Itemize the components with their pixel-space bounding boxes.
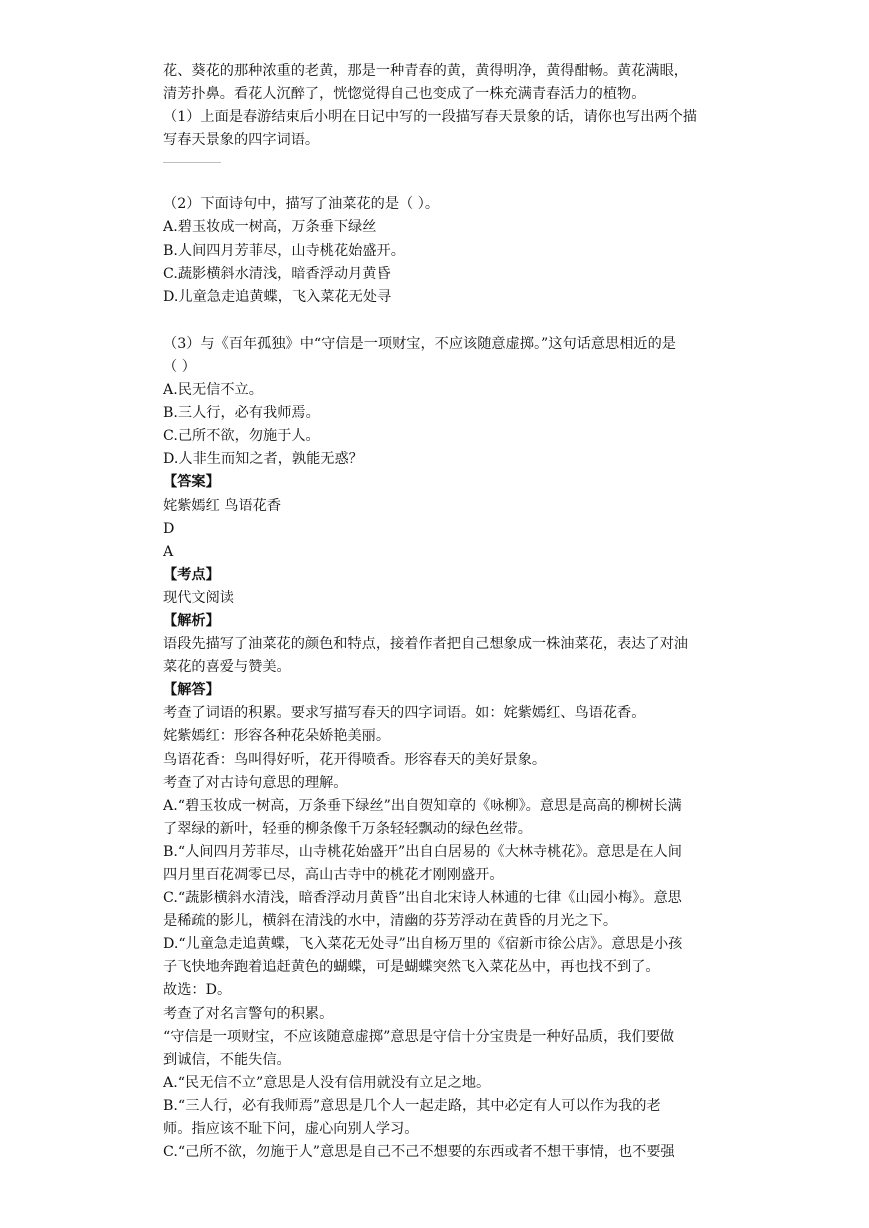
- kaodian-section: [163, 564, 743, 610]
- jieda-line: B.“三人行，必有我师焉”意思是几个人一起走路，其中必定有人可以作为我的老: [163, 1097, 661, 1114]
- option-c: C.蔬影横斜水清浅，暗香浮动月黄昏: [163, 265, 391, 282]
- jiexi-line: 语段先描写了油菜花的颜色和特点，接着作者把自己想象成一株油菜花，表达了对油: [163, 636, 688, 653]
- jieda-section: [163, 679, 743, 1164]
- question-2-stem: （2）下面诗句中，描写了油菜花的是（ ）。: [163, 196, 440, 213]
- jieda-heading: 【解答】: [163, 682, 220, 699]
- jieda-line: 是稀疏的影儿，横斜在清浅的水中，清幽的芬芳浮动在黄昏的月光之下。: [163, 913, 618, 930]
- jieda-line: 了翠绿的新叶，轻垂的柳条像千万条轻轻飘动的绿色丝带。: [163, 820, 532, 837]
- answer-line: 姹紫嫣红 鸟语花香: [163, 497, 282, 514]
- question-1-line: 写春天景象的四字词语。: [163, 132, 320, 149]
- option-d: D.人非生而知之者，孰能无惑？: [163, 451, 363, 468]
- jiexi-line: 菜花的喜爱与赞美。: [163, 659, 291, 676]
- jieda-line: D.“儿童急走追黄蝶，飞入菜花无处寻”出自杨万里的《宿新市徐公店》。意思是小孩: [163, 936, 683, 953]
- jieda-line: “守信是一项财宝，不应该随意虚掷”意思是守信十分宝贵是一种好品质，我们要做: [163, 1028, 675, 1045]
- jieda-line: 考查了对名言警句的积累。: [163, 1005, 334, 1022]
- answer-heading: 【答案】: [163, 474, 220, 491]
- answer-blank-line: [163, 162, 221, 163]
- jieda-line: 四月里百花凋零已尽，高山古寺中的桃花才刚刚盛开。: [163, 867, 504, 883]
- answer-section: [163, 471, 743, 563]
- option-c: C.己所不欲，勿施于人。: [163, 428, 320, 445]
- passage-line: 花、葵花的那种浓重的老黄，那是一种青春的黄，黄得明净，黄得酣畅。黄花满眼，: [163, 63, 688, 79]
- jieda-line: 姹紫嫣红：形容各种花朵娇艳美丽。: [163, 728, 391, 745]
- question-3: [163, 333, 743, 472]
- jieda-line: 考查了对古诗句意思的理解。: [163, 774, 348, 791]
- question-3-stem: （ ）: [163, 358, 196, 375]
- jiexi-section: [163, 610, 743, 679]
- jieda-line: 考查了词语的积累。要求写描写春天的四字词语。如：姹紫嫣红、鸟语花香。: [163, 705, 646, 722]
- jieda-line: 师。指应该不耻下问，虚心向别人学习。: [163, 1121, 419, 1138]
- jieda-line: 故选：D。: [163, 982, 232, 999]
- jieda-line: A.“民无信不立”意思是人没有信用就没有立足之地。: [163, 1074, 491, 1091]
- document-page: [163, 60, 743, 1164]
- option-a: A.民无信不立。: [163, 382, 263, 399]
- jiexi-heading: 【解析】: [163, 612, 220, 629]
- jieda-line: C.“蔬影横斜水清浅，暗香浮动月黄昏”出自北宋诗人林逋的七律《山园小梅》。意思: [163, 890, 682, 907]
- kaodian-heading: 【考点】: [163, 566, 220, 583]
- passage-line: 清芳扑鼻。看花人沉醉了，恍惚觉得自己也变成了一株充满青春活力的植物。: [163, 86, 646, 103]
- question-2: [163, 193, 743, 308]
- jieda-line: 到诚信，不能失信。: [163, 1051, 291, 1068]
- passage: [163, 60, 743, 106]
- answer-line: D: [163, 520, 175, 537]
- question-3-stem: （3）与《百年孤独》中“守信是一项财宝，不应该随意虚掷。”这句话意思相近的是: [163, 335, 676, 352]
- spacer: [163, 309, 743, 333]
- jieda-line: C.“己所不欲，勿施于人”意思是自己不己不想要的东西或者不想干事情，也不要强: [163, 1144, 675, 1161]
- spacer: [163, 175, 743, 193]
- jieda-line: A.“碧玉妆成一树高，万条垂下绿丝”出自贺知章的《咏柳》。意思是高高的柳树长满: [163, 797, 682, 814]
- jieda-line: 子飞快地奔跑着追赶黄色的蝴蝶，可是蝴蝶突然飞入菜花丛中，再也找不到了。: [163, 959, 660, 976]
- question-1-line: （1）上面是春游结束后小明在日记中写的一段描写春天景象的话，请你也写出两个描: [163, 109, 697, 126]
- option-b: B.人间四月芳菲尽，山寺桃花始盛开。: [163, 242, 405, 259]
- option-a: A.碧玉妆成一树高，万条垂下绿丝: [163, 219, 377, 236]
- jieda-line: B.“人间四月芳菲尽，山寺桃花始盛开”出自白居易的《大林寺桃花》。意思是在人间: [163, 843, 682, 860]
- option-b: B.三人行，必有我师焉。: [163, 405, 320, 422]
- question-1: [163, 106, 743, 152]
- kaodian-line: 现代文阅读: [163, 589, 234, 606]
- answer-line: A: [163, 543, 174, 560]
- option-d: D.儿童急走追黄蝶，飞入菜花无处寻: [163, 288, 392, 305]
- jieda-line: 鸟语花香：鸟叫得好听，花开得喷香。形容春天的美好景象。: [163, 751, 547, 768]
